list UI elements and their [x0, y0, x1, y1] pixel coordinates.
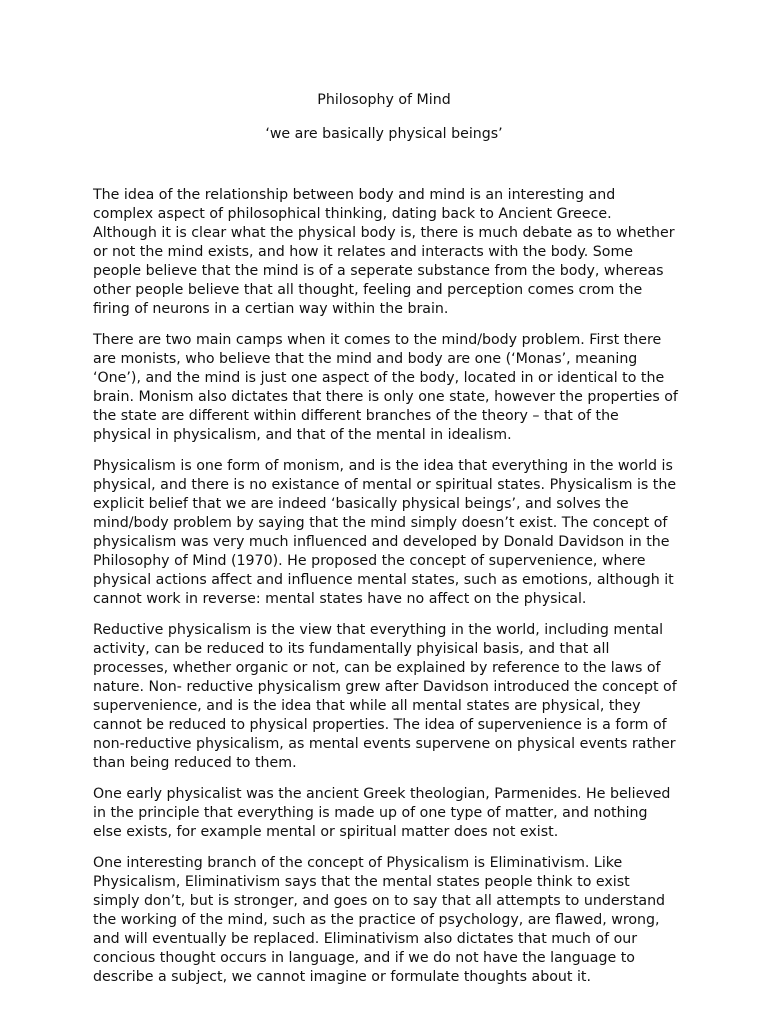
document-subtitle: ‘we are basically physical beings’ — [265, 126, 503, 142]
document-title: Philosophy of Mind — [317, 92, 451, 108]
paragraph-monism: There are two main camps when it comes to the mind/body problem. First there are monists, who believe that the mind and body are one (‘Monas’, meaning ‘One’), and the mind is just one aspect of the body, located in or identical to the brain. Monism also dictates that there is only one state, however the properties of the state are different within different branches of the theory – that of the physical in physicalism, and that of the mental in idealism. — [93, 332, 678, 443]
paragraph-eliminativism: One interesting branch of the concept of Physicalism is Eliminativism. Like Physicalism, Eliminativism says that the mental states people think to exist simply don’t, but is stronger, and goes on to say that all attempts to understand the working of the mind, such as the practice of psychology, are flawed, wrong, and will eventually be replaced. Eliminativism also dictates that much of our concious thought occurs in language, and if we do not have the language to describe a subject, we cannot imagine or formulate thoughts about it. — [93, 855, 666, 985]
paragraph-parmenides: One early physicalist was the ancient Greek theologian, Parmenides. He believed in the principle that everything is made up of one type of matter, and nothing else exists, for example mental or spiritual matter does not exist. — [93, 786, 671, 840]
paragraph-intro: The idea of the relationship between body and mind is an interesting and complex aspect of philosophical thinking, dating back to Ancient Greece. Although it is clear what the physical body is, there is much debate as to whether or not the mind exists, and how it relates and interacts with the body. Some people believe that the mind is of a seperate substance from the body, whereas other people believe that all thought, feeling and perception comes crom the firing of neurons in a certian way within the brain. — [93, 187, 675, 317]
document-body — [93, 186, 678, 999]
paragraph-reductive-physicalism: Reductive physicalism is the view that everything in the world, including mental activity, can be reduced to its fundamentally phyisical basis, and that all processes, whether organic or not, can be explained by reference to the laws of nature. Non- reductive physicalism grew after Davidson introduced the concept of supervenience, and is the idea that while all mental states are physical, they cannot be reduced to physical properties. The idea of supervenience is a form of non-reductive physicalism, as mental events supervene on physical events rather than being reduced to them. — [93, 622, 677, 771]
paragraph-physicalism: Physicalism is one form of monism, and is the idea that everything in the world is physical, and there is no existance of mental or spiritual states. Physicalism is the explicit belief that we are indeed ‘basically physical beings’, and solves the mind/body problem by saying that the mind simply doesn’t exist. The concept of physicalism was very much influenced and developed by Donald Davidson in the Philosophy of Mind (1970). He proposed the concept of supervenience, where physical actions affect and influence mental states, such as emotions, although it cannot work in reverse: mental states have no affect on the physical. — [93, 458, 677, 607]
